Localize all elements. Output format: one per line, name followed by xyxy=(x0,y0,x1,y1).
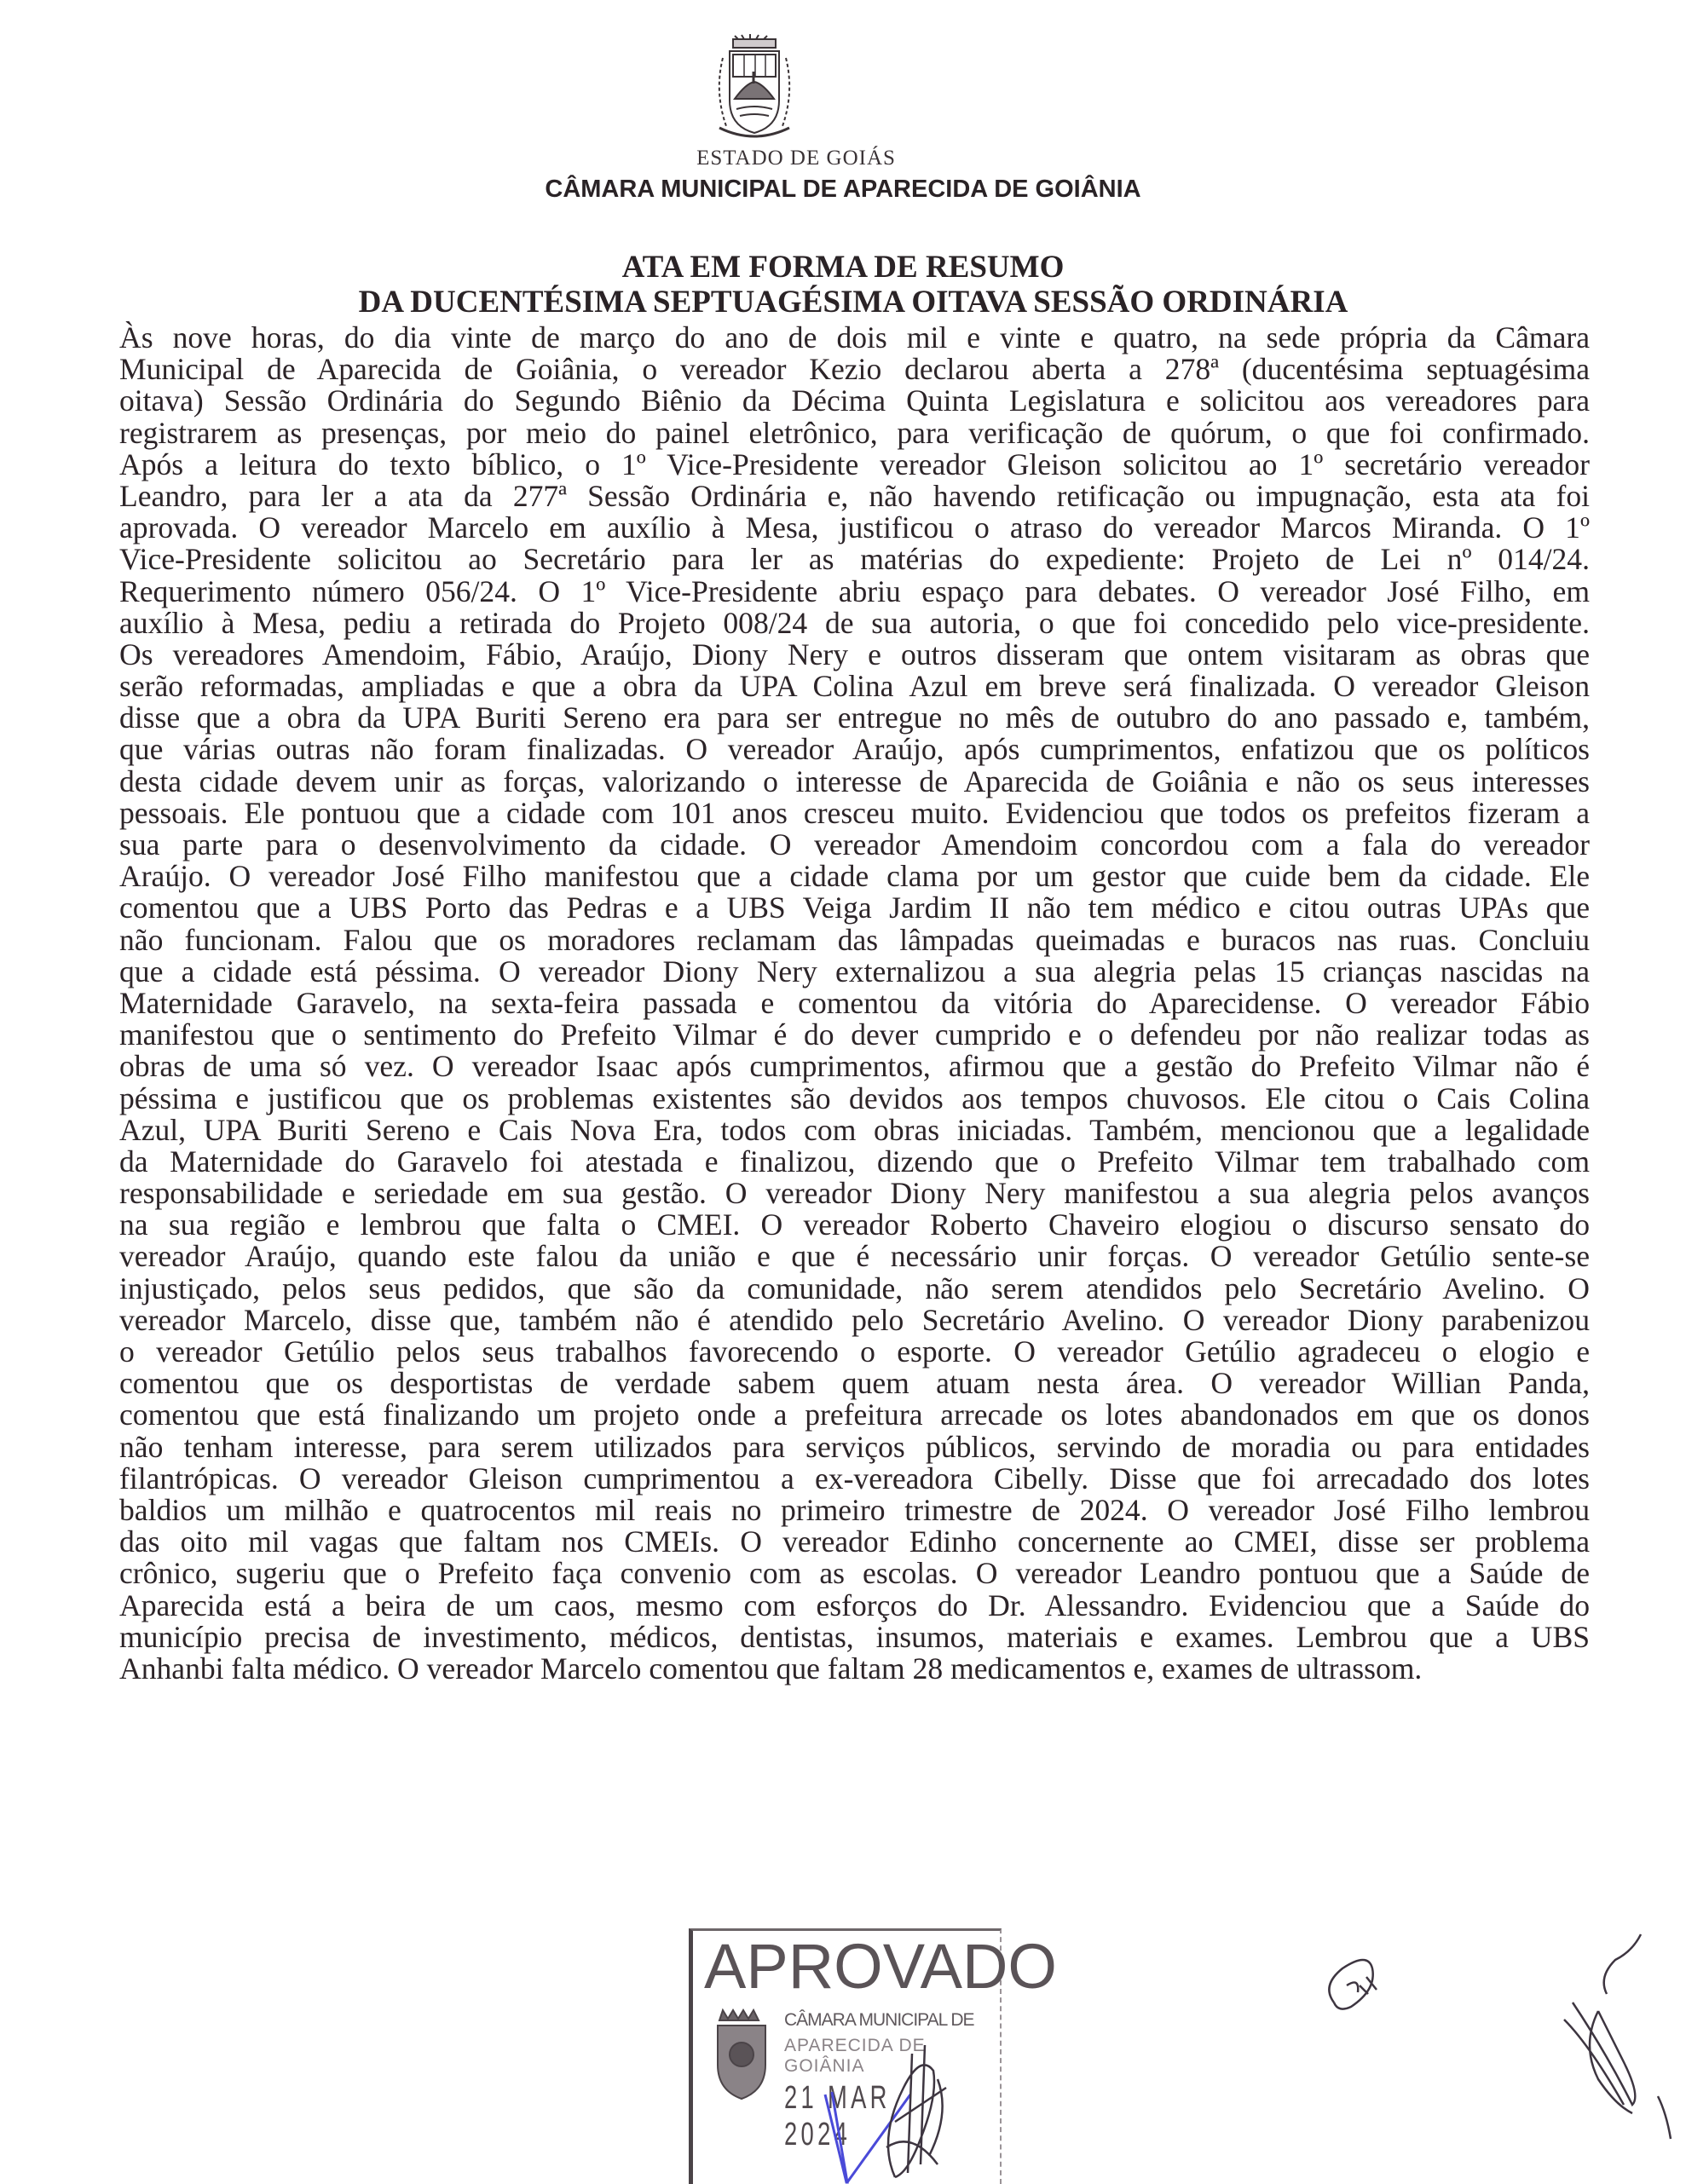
state-name: ESTADO DE GOIÁS xyxy=(696,147,896,170)
minutes-line: sua parte para o desenvolvimento da cidade. O vereador Amendoim concordou com a fala do vereador xyxy=(119,827,1590,861)
minutes-line: Os vereadores Amendoim, Fábio, Araújo, Diony Nery e outros disseram que ontem visitaram as obras que xyxy=(119,637,1590,671)
minutes-line: que a cidade está péssima. O vereador Diony Nery externalizou a sua alegria pelas 15 crianças nascidas na xyxy=(119,954,1590,988)
minutes-line: da Maternidade do Garavelo foi atestada e finalizou, dizendo que o Prefeito Vilmar tem trabalhado com xyxy=(119,1144,1590,1178)
minutes-line: não funcionam. Falou que os moradores reclamam das lâmpadas queimadas e buracos nas ruas. Concluiu xyxy=(119,922,1590,957)
minutes-line: das oito mil vagas que faltam nos CMEIs. O vereador Edinho concernente ao CMEI, disse ser problema xyxy=(119,1524,1590,1559)
minutes-line: aprovada. O vereador Marcelo em auxílio à Mesa, justificou o atraso do vereador Marcos Miranda. O 1º xyxy=(119,510,1590,545)
minutes-line: filantrópicas. O vereador Gleison cumprimentou a ex-vereadora Cibelly. Disse que foi arrecadado dos lotes xyxy=(119,1461,1590,1495)
minutes-line: o vereador Getúlio pelos seus trabalhos favorecendo o esporte. O vereador Getúlio agradeceu o elogio e xyxy=(119,1334,1590,1369)
minutes-line: na sua região e lembrou que falta o CMEI. O vereador Roberto Chaveiro elogiou o discurso sensato do xyxy=(119,1207,1590,1242)
minutes-line: registrarem as presenças, por meio do painel eletrônico, para verificação de quórum, o que foi confirmado. xyxy=(119,415,1590,450)
document-title: ATA EM FORMA DE RESUMO xyxy=(621,250,1065,285)
minutes-line: responsabilidade e seriedade em sua gestão. O vereador Diony Nery manifestou a sua alegria pelos avanços xyxy=(119,1176,1590,1211)
signature-initials xyxy=(1317,1951,1394,2020)
minutes-line: vereador Araújo, quando este falou da união e que é necessário unir forças. O vereador Getúlio sente-se xyxy=(119,1239,1590,1274)
signature-2 xyxy=(1530,1926,1675,2147)
minutes-line: Às nove horas, do dia vinte de março do ano de dois mil e vinte e quatro, na sede própria da Câmara xyxy=(119,320,1590,354)
document-subtitle: DA DUCENTÉSIMA SEPTUAGÉSIMA OITAVA SESSÃO ORDINÁRIA xyxy=(358,285,1348,320)
minutes-line: comentou que a UBS Porto das Pedras e a UBS Veiga Jardim II não tem médico e citou outras UPAs que xyxy=(119,890,1590,925)
minutes-line: oitava) Sessão Ordinária do Segundo Biênio da Décima Quinta Legislatura e solicitou aos vereadores para xyxy=(119,383,1590,418)
minutes-line: município precisa de investimento, médicos, dentistas, insumos, materiais e exames. Lembrou que a UBS xyxy=(119,1619,1590,1654)
minutes-line: péssima e justificou que os problemas existentes são devidos aos tempos chuvosos. Ele citou o Cais Colina xyxy=(119,1080,1590,1115)
minutes-body xyxy=(119,322,1590,1685)
minutes-line: manifestou que o sentimento do Prefeito Vilmar é do dever cumprido e o defendeu por não realizar todas as xyxy=(119,1017,1590,1052)
minutes-line: baldios um milhão e quatrocentos mil reais no primeiro trimestre de 2024. O vereador José Filho lembrou xyxy=(119,1492,1590,1527)
minutes-line: não tenham interesse, para serem utilizados para serviços públicos, servindo de moradia ou para entidades xyxy=(119,1429,1590,1464)
stamp-crest-icon xyxy=(707,2005,776,2107)
stamp-label: APROVADO xyxy=(704,1931,1057,2002)
chamber-name: CÂMARA MUNICIPAL DE APARECIDA DE GOIÂNIA xyxy=(545,176,1141,203)
minutes-line: que várias outras não foram finalizadas. O vereador Araújo, após cumprimentos, enfatizou que os políticos xyxy=(119,732,1590,767)
minutes-line: Anhanbi falta médico. O vereador Marcelo comentou que faltam 28 medicamentos e, exames de ultrassom. xyxy=(119,1651,1423,1686)
minutes-line: crônico, sugeriu que o Prefeito faça convenio com as escolas. O vereador Leandro pontuou que a Saúde de xyxy=(119,1556,1590,1591)
minutes-line: disse que a obra da UPA Buriti Sereno era para ser entregue no mês de outubro do ano passado e, também, xyxy=(119,700,1590,735)
minutes-line: Municipal de Aparecida de Goiânia, o vereador Kezio declarou aberta a 278ª (ducentésima septuagésima xyxy=(119,352,1590,387)
minutes-line: Araújo. O vereador José Filho manifestou que a cidade clama por um gestor que cuide bem da cidade. Ele xyxy=(119,859,1590,894)
minutes-line: Requerimento número 056/24. O 1º Vice-Presidente abriu espaço para debates. O vereador José Filho, em xyxy=(119,573,1590,608)
minutes-line: obras de uma só vez. O vereador Isaac após cumprimentos, afirmou que a gestão do Prefeito Vilmar não é xyxy=(119,1049,1590,1084)
minutes-line: injustiçado, pelos seus pedidos, que são da comunidade, não serem atendidos pelo Secretário Avelino. O xyxy=(119,1271,1590,1305)
minutes-line: comentou que os desportistas de verdade sabem quem atuam nesta área. O vereador Willian Panda, xyxy=(119,1366,1590,1401)
minutes-line: Vice-Presidente solicitou ao Secretário para ler as matérias do expediente: Projeto de Lei nº 014/24. xyxy=(119,542,1590,577)
minutes-line: Aparecida está a beira de um caos, mesmo com esforços do Dr. Alessandro. Evidenciou que a Saúde do xyxy=(119,1588,1590,1622)
minutes-line: Leandro, para ler a ata da 277ª Sessão Ordinária e, não havendo retificação ou impugnação, esta ata foi xyxy=(119,478,1590,513)
stamp-line-2: APARECIDA DE GOIÂNIA xyxy=(784,2036,926,2076)
minutes-line: Azul, UPA Buriti Sereno e Cais Nova Era, todos com obras iniciadas. Também, mencionou que a legalidade xyxy=(119,1112,1590,1147)
signature-1 xyxy=(869,2037,972,2181)
minutes-line: Maternidade Garavelo, na sexta-feira passada e comentou da vitória do Aparecidense. O vereador Fábio xyxy=(119,985,1590,1020)
minutes-line: auxílio à Mesa, pediu a retirada do Projeto 008/24 de sua autoria, o que foi concedido pelo vice-presidente. xyxy=(119,605,1590,640)
minutes-line: vereador Marcelo, disse que, também não é atendido pelo Secretário Avelino. O vereador Diony parabenizou xyxy=(119,1302,1590,1337)
stamp-date: 21 MAR 2024 xyxy=(784,2080,891,2152)
minutes-line: pessoais. Ele pontuou que a cidade com 101 anos cresceu muito. Evidenciou que todos os prefeitos fizeram a xyxy=(119,795,1590,830)
minutes-line: comentou que está finalizando um projeto onde a prefeitura arrecade os lotes abandonados em que os donos xyxy=(119,1397,1590,1432)
minutes-line: Após a leitura do texto bíblico, o 1º Vice-Presidente vereador Gleison solicitou ao 1º secretário vereador xyxy=(119,447,1590,481)
minutes-line: desta cidade devem unir as forças, valorizando o interesse de Aparecida de Goiânia e não os seus interesses xyxy=(119,764,1590,798)
stamp-line-1: CÂMARA MUNICIPAL DE xyxy=(784,2010,974,2030)
minutes-line: serão reformadas, ampliadas e que a obra da UPA Colina Azul em breve será finalizada. O vereador Gleison xyxy=(119,669,1590,704)
coat-of-arms-icon xyxy=(707,32,801,143)
